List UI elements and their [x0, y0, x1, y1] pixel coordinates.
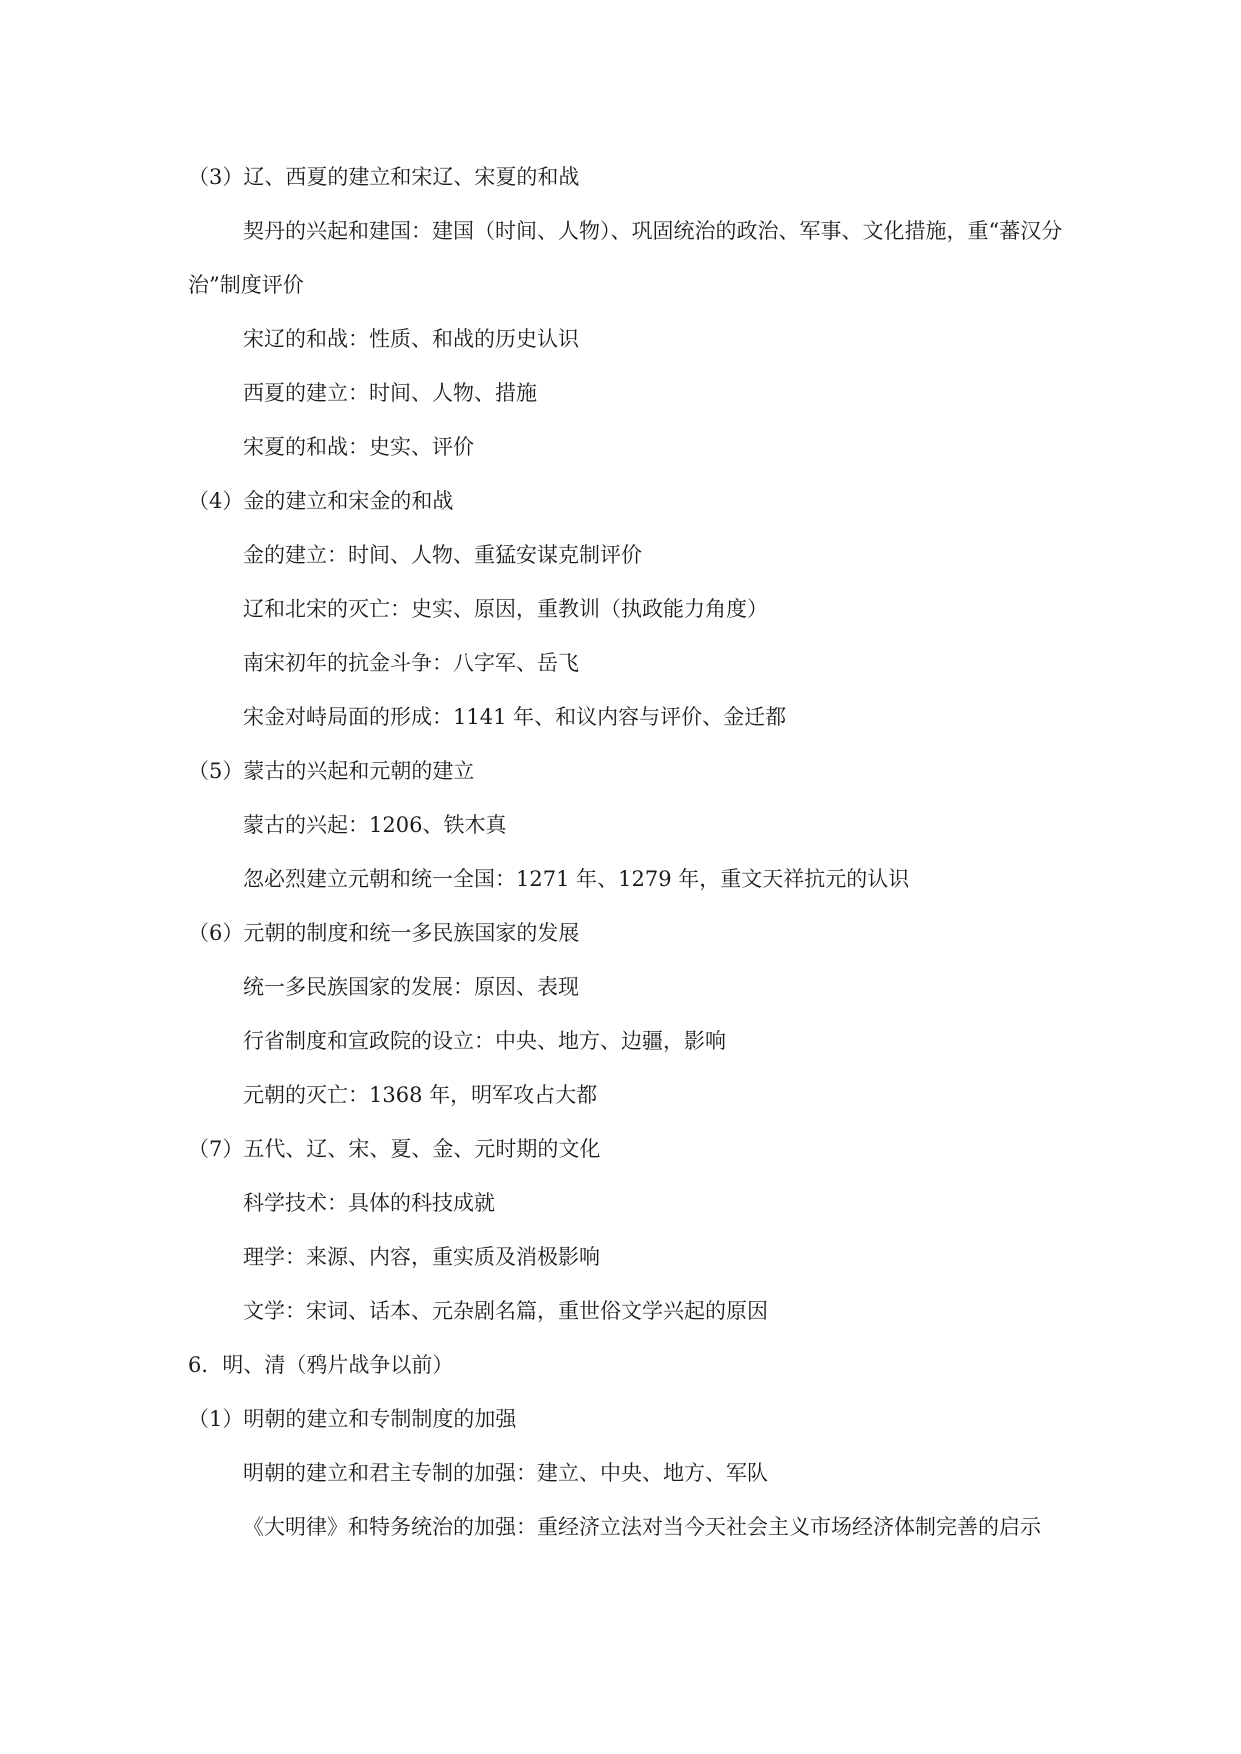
outline-item: 宋夏的和战：史实、评价 [243, 435, 474, 459]
outline-item: 西夏的建立：时间、人物、措施 [243, 381, 537, 405]
outline-item: 金的建立：时间、人物、重猛安谋克制评价 [243, 543, 642, 567]
outline-item: 明朝的建立和君主专制的加强：建立、中央、地方、军队 [243, 1461, 768, 1485]
subsection-heading: （1）明朝的建立和专制制度的加强 [188, 1407, 517, 1431]
outline-item: 南宋初年的抗金斗争：八字军、岳飞 [243, 651, 579, 675]
subsection-heading: （5）蒙古的兴起和元朝的建立 [188, 759, 475, 783]
subsection-heading: （6）元朝的制度和统一多民族国家的发展 [188, 921, 580, 945]
outline-item: 辽和北宋的灭亡：史实、原因，重教训（执政能力角度） [243, 597, 768, 621]
outline-item: 科学技术：具体的科技成就 [243, 1191, 495, 1215]
outline-item: 行省制度和宣政院的设立：中央、地方、边疆，影响 [243, 1029, 726, 1053]
outline-item: 统一多民族国家的发展：原因、表现 [243, 975, 579, 999]
outline-item: 宋金对峙局面的形成：1141 年、和议内容与评价、金迁都 [243, 705, 787, 729]
outline-item: 《大明律》和特务统治的加强：重经济立法对当今天社会主义市场经济体制完善的启示 [243, 1515, 1041, 1539]
document-body [188, 150, 1068, 1554]
subsection-heading: （3）辽、西夏的建立和宋辽、宋夏的和战 [188, 165, 580, 189]
outline-item: 契丹的兴起和建国：建国（时间、人物）、巩固统治的政治、军事、文化措施，重“蕃汉分治”制度评价 [188, 219, 1063, 297]
outline-item: 忽必烈建立元朝和统一全国：1271 年、1279 年，重文天祥抗元的认识 [243, 867, 910, 891]
outline-item: 蒙古的兴起：1206、铁木真 [243, 813, 507, 837]
subsection-heading: （4）金的建立和宋金的和战 [188, 489, 454, 513]
outline-item: 理学：来源、内容，重实质及消极影响 [243, 1245, 600, 1269]
outline-item: 元朝的灭亡：1368 年，明军攻占大都 [243, 1083, 598, 1107]
subsection-heading: （7）五代、辽、宋、夏、金、元时期的文化 [188, 1137, 601, 1161]
outline-item: 宋辽的和战：性质、和战的历史认识 [243, 327, 579, 351]
section-heading: 6．明、清（鸦片战争以前） [188, 1353, 454, 1377]
outline-item: 文学：宋词、话本、元杂剧名篇，重世俗文学兴起的原因 [243, 1299, 768, 1323]
